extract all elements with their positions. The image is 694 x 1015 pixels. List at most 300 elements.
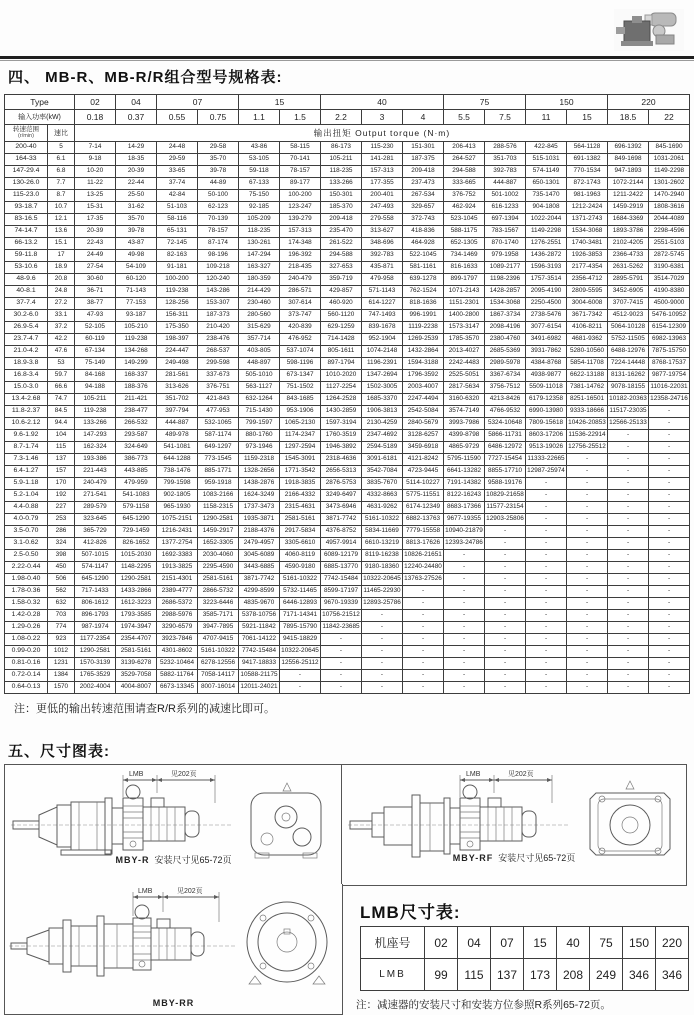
torque-cell: 157-313 <box>362 166 403 178</box>
torque-cell: 420-839 <box>280 322 321 334</box>
torque-cell: - <box>321 670 362 682</box>
speed-range-cell: 21.0-4.2 <box>5 346 48 358</box>
torque-cell: - <box>608 550 649 562</box>
torque-cell: 5161-10322 <box>198 646 239 658</box>
ratio-cell: 1012 <box>48 646 75 658</box>
spec-row <box>5 214 690 226</box>
power-value-10: 7.5 <box>485 110 526 125</box>
torque-cell: 3947-7895 <box>198 622 239 634</box>
spec-row <box>5 394 690 406</box>
torque-cell: 119-238 <box>116 334 157 346</box>
torque-cell: 238-477 <box>116 406 157 418</box>
torque-cell: 479-958 <box>362 274 403 286</box>
torque-cell: 649-1297 <box>198 442 239 454</box>
torque-cell: 86-173 <box>321 142 362 154</box>
torque-cell: 224-447 <box>157 346 198 358</box>
torque-cell: 2002-4004 <box>75 682 116 694</box>
torque-cell: 105-209 <box>239 214 280 226</box>
torque-cell: 351-702 <box>157 394 198 406</box>
torque-cell: - <box>649 538 690 550</box>
torque-cell: 237-473 <box>403 178 444 190</box>
torque-cell: 4106-8211 <box>567 322 608 334</box>
torque-cell: 2250-4500 <box>526 298 567 310</box>
type-group-04: 04 <box>116 95 157 110</box>
torque-cell: 412-826 <box>75 538 116 550</box>
torque-cell: 7895-15790 <box>280 622 321 634</box>
torque-cell: 806-1612 <box>75 598 116 610</box>
torque-cell: 130-261 <box>239 238 280 250</box>
torque-cell: - <box>362 646 403 658</box>
torque-cell: 12756-25512 <box>567 442 608 454</box>
torque-cell: - <box>649 586 690 598</box>
torque-cell: 773-1545 <box>198 454 239 466</box>
torque-cell: 12903-25806 <box>485 514 526 526</box>
torque-cell: 1297-2594 <box>280 442 321 454</box>
torque-cell: 7-14 <box>75 142 116 154</box>
torque-cell: 522-1045 <box>403 250 444 262</box>
torque-cell: 523-1045 <box>444 214 485 226</box>
torque-cell: 3249-6497 <box>321 490 362 502</box>
torque-cell: 105-210 <box>116 322 157 334</box>
torque-cell: 7224-14448 <box>608 358 649 370</box>
torque-cell: 218-435 <box>280 262 321 274</box>
spec-row <box>5 250 690 262</box>
torque-cell: - <box>608 658 649 670</box>
torque-cell: 1072-2144 <box>608 178 649 190</box>
ratio-cell: 703 <box>48 610 75 622</box>
speed-range-cell: 130-26.0 <box>5 178 48 190</box>
torque-cell: 6673-13345 <box>157 682 198 694</box>
torque-cell: 10588-21175 <box>239 670 280 682</box>
torque-cell: - <box>403 670 444 682</box>
torque-cell: 2895-5791 <box>608 274 649 286</box>
torque-cell: 505-1010 <box>239 370 280 382</box>
spec-row <box>5 622 690 634</box>
torque-cell: 289-579 <box>75 502 116 514</box>
type-group-150: 150 <box>526 95 608 110</box>
power-value-11: 11 <box>526 110 567 125</box>
torque-cell: - <box>608 622 649 634</box>
torque-cell: 2594-5189 <box>362 442 403 454</box>
torque-cell: 616-1233 <box>485 202 526 214</box>
torque-cell: - <box>485 574 526 586</box>
torque-cell: 39-78 <box>116 226 157 238</box>
torque-cell: 4213-8426 <box>485 394 526 406</box>
type-group-15: 15 <box>239 95 321 110</box>
torque-cell: - <box>403 658 444 670</box>
torque-cell: 118-235 <box>239 226 280 238</box>
torque-cell: 7058-14117 <box>198 670 239 682</box>
torque-cell: - <box>485 598 526 610</box>
torque-cell: 293-587 <box>116 430 157 442</box>
torque-cell: 845-1690 <box>649 142 690 154</box>
torque-cell: 17-35 <box>75 214 116 226</box>
torque-cell: 180-359 <box>239 274 280 286</box>
torque-cell: 751-1502 <box>280 382 321 394</box>
spec-row <box>5 646 690 658</box>
torque-cell: 14-29 <box>116 142 157 154</box>
torque-cell: 1893-3786 <box>608 226 649 238</box>
torque-cell: - <box>567 610 608 622</box>
table-footnote: 注：更低的输出转速范围请查R/R系列的减速比即可。 <box>14 703 275 715</box>
ratio-cell: 562 <box>48 586 75 598</box>
spec-row <box>5 574 690 586</box>
torque-cell: 75-150 <box>239 190 280 202</box>
torque-cell: 2876-5753 <box>321 478 362 490</box>
lmb-value-cell: 115 <box>458 959 491 991</box>
torque-cell: - <box>649 418 690 430</box>
torque-cell: - <box>485 586 526 598</box>
torque-cell: 2295-4590 <box>198 562 239 574</box>
torque-cell: 581-1161 <box>403 262 444 274</box>
torque-cell: 324-649 <box>116 442 157 454</box>
torque-cell: 24-49 <box>75 250 116 262</box>
torque-cell: 1867-3734 <box>485 310 526 322</box>
torque-cell: - <box>567 670 608 682</box>
model-label: MBY-RR <box>152 998 195 1008</box>
torque-cell: - <box>444 670 485 682</box>
spec-row <box>5 454 690 466</box>
torque-cell: 460-920 <box>321 298 362 310</box>
torque-cell: 33-65 <box>157 166 198 178</box>
ratio-cell: 20.8 <box>48 274 75 286</box>
torque-cell: 1692-3383 <box>157 550 198 562</box>
torque-cell: 870-1740 <box>485 238 526 250</box>
torque-cell: - <box>567 538 608 550</box>
torque-cell: - <box>362 610 403 622</box>
speed-range-cell: 147-29.4 <box>5 166 48 178</box>
torque-cell: - <box>526 514 567 526</box>
torque-cell: 1371-2743 <box>567 214 608 226</box>
torque-cell: - <box>526 490 567 502</box>
torque-cell: 8855-17710 <box>485 466 526 478</box>
ratio-cell: 253 <box>48 514 75 526</box>
torque-cell: 29-58 <box>198 142 239 154</box>
torque-cell: 209-418 <box>403 166 444 178</box>
spec-row <box>5 274 690 286</box>
torque-cell: 2013-4027 <box>444 346 485 358</box>
speed-range-cell: 3.1-0.62 <box>5 538 48 550</box>
torque-cell: 4707-9415 <box>198 634 239 646</box>
ratio-cell: 286 <box>48 526 75 538</box>
torque-cell: - <box>649 442 690 454</box>
torque-cell: 418-836 <box>403 226 444 238</box>
torque-cell: 11333-22665 <box>526 454 567 466</box>
torque-cell: 805-1611 <box>321 346 362 358</box>
torque-cell: 376-752 <box>444 190 485 202</box>
torque-cell: 1596-3193 <box>526 262 567 274</box>
torque-cell: 168-337 <box>116 370 157 382</box>
lmb-footnote: 注：减速器的安装尺寸和安装方位参照R系列65-72页。 <box>356 999 611 1011</box>
torque-cell: 1433-2866 <box>116 586 157 598</box>
speed-range-cell: 1.98-0.40 <box>5 574 48 586</box>
power-value-4: 1.1 <box>239 110 280 125</box>
spec-table <box>4 94 690 694</box>
lmb-size-cell: 15 <box>524 927 557 959</box>
power-value-6: 2.2 <box>321 110 362 125</box>
torque-cell: 1785-3570 <box>444 334 485 346</box>
ratio-cell: 12.1 <box>48 214 75 226</box>
torque-cell: 477-953 <box>198 406 239 418</box>
torque-cell: 187-373 <box>198 310 239 322</box>
torque-cell: 897-1794 <box>321 358 362 370</box>
torque-cell: - <box>362 634 403 646</box>
torque-cell: 12556-25112 <box>280 658 321 670</box>
mby-rr-drawing <box>5 884 340 996</box>
ratio-cell: 1570 <box>48 682 75 694</box>
torque-cell: 5775-11551 <box>403 490 444 502</box>
ratio-cell: 18.9 <box>48 262 75 274</box>
model-label: MBY-R <box>115 855 150 865</box>
torque-cell: 37-74 <box>157 178 198 190</box>
dim-label-lmb: LMB <box>138 888 153 895</box>
speed-range-cell: 1.08-0.22 <box>5 634 48 646</box>
torque-cell: 5795-11590 <box>444 454 485 466</box>
spec-row <box>5 586 690 598</box>
torque-cell: - <box>485 538 526 550</box>
torque-cell: 1913-3825 <box>157 562 198 574</box>
torque-cell: - <box>649 526 690 538</box>
torque-cell: - <box>567 562 608 574</box>
torque-cell: 762-1524 <box>403 286 444 298</box>
ratio-cell: 17 <box>48 250 75 262</box>
speed-unit: (r/min) <box>18 132 34 139</box>
torque-cell: 489-978 <box>157 430 198 442</box>
torque-cell: 2315-4631 <box>280 502 321 514</box>
torque-cell: 6610-13219 <box>362 538 403 550</box>
power-value-14: 22 <box>649 110 690 125</box>
drawing-panel-mby-r <box>4 764 342 886</box>
torque-cell: - <box>444 682 485 694</box>
torque-cell: 271-541 <box>75 490 116 502</box>
torque-cell: 20-39 <box>75 226 116 238</box>
torque-cell: 196-392 <box>280 250 321 262</box>
torque-cell: - <box>608 514 649 526</box>
torque-cell: 5882-11764 <box>157 670 198 682</box>
torque-cell: 2581-5161 <box>198 574 239 586</box>
ratio-header-cell: 速比 <box>48 125 75 142</box>
spec-row <box>5 202 690 214</box>
torque-cell: 249-498 <box>157 358 198 370</box>
torque-cell: 1269-2539 <box>403 334 444 346</box>
torque-cell: - <box>362 622 403 634</box>
spec-row <box>5 178 690 190</box>
torque-cell: - <box>526 550 567 562</box>
torque-cell: 6488-12976 <box>608 346 649 358</box>
torque-cell: - <box>608 490 649 502</box>
power-value-7: 3 <box>362 110 403 125</box>
torque-cell: - <box>649 622 690 634</box>
torque-cell: 1083-2166 <box>198 490 239 502</box>
header-rule-shadow <box>0 60 694 61</box>
torque-cell: 109-218 <box>198 262 239 274</box>
torque-cell: 8603-17206 <box>526 430 567 442</box>
torque-cell: 98-196 <box>198 250 239 262</box>
torque-cell: 537-1074 <box>280 346 321 358</box>
torque-cell: 2525-5051 <box>444 370 485 382</box>
torque-cell: - <box>362 670 403 682</box>
torque-cell: 2988-5976 <box>157 610 198 622</box>
power-label-cell: 输入功率(kW) <box>5 110 75 125</box>
torque-cell: 697-1394 <box>485 214 526 226</box>
torque-cell: 240-479 <box>280 274 321 286</box>
torque-cell: 5378-10756 <box>239 610 280 622</box>
torque-cell: 10826-21651 <box>403 550 444 562</box>
torque-cell: 5280-10560 <box>567 346 608 358</box>
torque-cell: 133-266 <box>75 418 116 430</box>
torque-cell: 9333-18666 <box>567 406 608 418</box>
lmb-size-header: 机座号 <box>361 927 425 959</box>
speed-range-cell: 37-7.4 <box>5 298 48 310</box>
speed-range-cell: 0.81-0.16 <box>5 658 48 670</box>
speed-range-cell: 3.5-0.70 <box>5 526 48 538</box>
torque-cell: 1545-3091 <box>280 454 321 466</box>
torque-cell: 444-887 <box>485 178 526 190</box>
torque-cell: 1459-2919 <box>608 202 649 214</box>
torque-cell: 650-1301 <box>526 178 567 190</box>
torque-cell: - <box>608 430 649 442</box>
spec-row <box>5 370 690 382</box>
torque-cell: 4399-8798 <box>444 430 485 442</box>
torque-cell: 799-1598 <box>157 478 198 490</box>
torque-cell: 118-235 <box>321 166 362 178</box>
torque-cell: 2686-5372 <box>157 598 198 610</box>
torque-cell: - <box>649 550 690 562</box>
power-value-9: 5.5 <box>444 110 485 125</box>
torque-cell: - <box>280 682 321 694</box>
torque-cell: 49-98 <box>116 250 157 262</box>
torque-cell: 2631-5262 <box>608 262 649 274</box>
torque-cell: - <box>567 634 608 646</box>
speed-range-cell: 18.9-3.8 <box>5 358 48 370</box>
lmb-size-cell: 04 <box>458 927 491 959</box>
torque-cell: 563-1127 <box>239 382 280 394</box>
lmb-table-title: LMB尺寸表: <box>360 903 461 922</box>
spec-row <box>5 670 690 682</box>
torque-cell: 574-1147 <box>75 562 116 574</box>
torque-cell: 50-100 <box>198 190 239 202</box>
dim-label-lmb: LMB <box>466 771 481 778</box>
torque-cell: 2685-5369 <box>485 346 526 358</box>
torque-cell: 188-376 <box>116 382 157 394</box>
torque-cell: 5064-10128 <box>608 322 649 334</box>
power-value-12: 15 <box>567 110 608 125</box>
speed-range-cell: 2.5-0.50 <box>5 550 48 562</box>
torque-cell: 261-522 <box>321 238 362 250</box>
torque-cell: - <box>608 682 649 694</box>
torque-cell: 100-200 <box>280 190 321 202</box>
torque-cell: 1196-2391 <box>362 358 403 370</box>
torque-cell: 4723-9445 <box>403 466 444 478</box>
torque-cell: 3931-7862 <box>526 346 567 358</box>
torque-cell: 696-1392 <box>608 142 649 154</box>
torque-cell: 78-157 <box>280 166 321 178</box>
torque-cell: 2247-4494 <box>403 394 444 406</box>
torque-cell: 7742-15484 <box>321 574 362 586</box>
ratio-cell: 10.7 <box>48 202 75 214</box>
torque-cell: 5752-11505 <box>608 334 649 346</box>
spec-row <box>5 190 690 202</box>
torque-cell: 4301-8602 <box>157 646 198 658</box>
torque-cell: 501-1002 <box>485 190 526 202</box>
torque-cell: 11465-22930 <box>362 586 403 598</box>
torque-cell: 5921-11842 <box>239 622 280 634</box>
torque-cell: 4190-8380 <box>649 286 690 298</box>
torque-cell: 9-18 <box>75 154 116 166</box>
torque-cell: 12240-24480 <box>403 562 444 574</box>
torque-cell: 3542-7084 <box>362 466 403 478</box>
torque-cell: 1432-2864 <box>403 346 444 358</box>
torque-cell: 7779-15558 <box>403 526 444 538</box>
torque-cell: 198-397 <box>157 334 198 346</box>
torque-cell: 3004-6008 <box>567 298 608 310</box>
torque-cell: 3452-6905 <box>608 286 649 298</box>
torque-cell: 532-1065 <box>198 418 239 430</box>
torque-cell: - <box>567 478 608 490</box>
torque-cell: 652-1305 <box>444 238 485 250</box>
torque-cell: 953-1906 <box>280 406 321 418</box>
torque-cell: 3305-6610 <box>280 538 321 550</box>
torque-cell: 448-897 <box>239 358 280 370</box>
torque-cell: - <box>403 634 444 646</box>
torque-cell: 1071-2143 <box>444 286 485 298</box>
torque-cell: 587-1174 <box>198 430 239 442</box>
header-rule <box>0 56 694 59</box>
torque-cell: 421-843 <box>198 394 239 406</box>
torque-cell: - <box>567 490 608 502</box>
torque-cell: 139-279 <box>280 214 321 226</box>
torque-cell: 1065-2130 <box>280 418 321 430</box>
torque-cell: - <box>649 406 690 418</box>
torque-cell: 119-238 <box>75 406 116 418</box>
torque-cell: - <box>444 574 485 586</box>
torque-cell: 444-887 <box>157 418 198 430</box>
section5-title: 五、尺寸图表: <box>8 743 110 760</box>
torque-cell: 564-1128 <box>567 142 608 154</box>
product-photo <box>612 5 686 53</box>
torque-cell: 2866-5732 <box>198 586 239 598</box>
torque-cell: 507-1015 <box>75 550 116 562</box>
speed-range-cell: 74-14.7 <box>5 226 48 238</box>
torque-cell: 5476-10952 <box>649 310 690 322</box>
torque-cell: 8599-17197 <box>321 586 362 598</box>
ratio-cell: 66.6 <box>48 382 75 394</box>
torque-cell: 141-281 <box>362 154 403 166</box>
torque-cell: 357-714 <box>239 334 280 346</box>
torque-cell: 11577-23154 <box>485 502 526 514</box>
torque-cell: 11842-23685 <box>321 622 362 634</box>
torque-cell: 134-268 <box>116 346 157 358</box>
torque-cell: 541-1083 <box>116 490 157 502</box>
torque-cell: 31-62 <box>116 202 157 214</box>
torque-header-cell: 输出扭矩 Output torque (N·m) <box>75 125 690 142</box>
torque-cell: 5834-11669 <box>362 526 403 538</box>
torque-cell: 734-1469 <box>444 250 485 262</box>
torque-cell: 5161-10322 <box>280 574 321 586</box>
speed-range-cell: 30.2-6.0 <box>5 310 48 322</box>
speed-range-cell: 1.58-0.32 <box>5 598 48 610</box>
torque-cell: 185-370 <box>321 202 362 214</box>
torque-cell: 3529-7058 <box>116 670 157 682</box>
speed-range-cell: 4.4-0.88 <box>5 502 48 514</box>
torque-cell: - <box>485 682 526 694</box>
torque-cell: 22-43 <box>75 238 116 250</box>
torque-cell: - <box>444 646 485 658</box>
torque-cell: - <box>567 526 608 538</box>
torque-cell: 644-1288 <box>157 454 198 466</box>
speed-range-cell: 23.7-4.7 <box>5 334 48 346</box>
torque-cell: 38-77 <box>75 298 116 310</box>
